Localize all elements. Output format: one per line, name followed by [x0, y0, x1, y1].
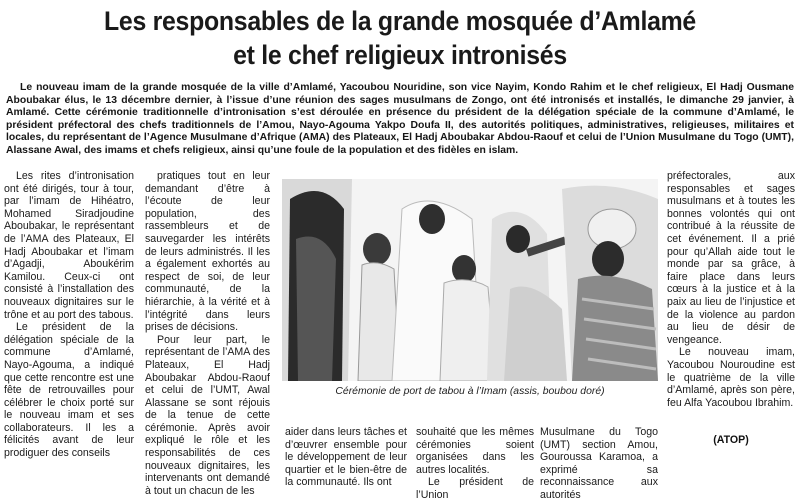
- column-3: [285, 426, 407, 489]
- lead-text: Le nouveau imam de la grande mosquée de la ville d’Amlamé, Yacoubou Nouridine, son vice Nayim, Kondo Rahim et le chef religieux, El Hadj Ousmane Aboubakar élus, le 13 décembre dernier, à l’issue d’une réunion des sages musulmans de Zongo, ont été intronisés et installés, le dimanche 29 janvier, à Amlamé. Cette cérémonie traditionnelle d’intronisation s’est déroulée en présence du président de la délégation spéciale de la commune d’Amlamé, le président préfectoral des chefs traditionnels de l’Amou, Nayo-Agouma Yakpo Doufa II, des autorités politiques, administratives, religieuses, militaires et locales, du représentant de l’Agence Musulmane d’Afrique (AMA) des Plateaux, El Hadj Aboubakar Abdou-Raouf et celui de l’Union Musulmane du Togo (UMT), Alassane Awal, des imams et chefs religieux, ainsi qu’une foule de la population et des fidèles en islam.: [6, 82, 794, 156]
- photo-caption: Cérémonie de port de tabou à l’Imam (assis, boubou doré): [335, 386, 605, 397]
- column-1: [4, 170, 134, 460]
- column-4: [416, 426, 534, 502]
- column-6-paragraph-1: préfectorales, aux responsables et sages musulmans et à toutes les bonnes volontés qui ont contribué à la réussite de cet événement. Il a prié pour qu’Allah aide tout le monde par sa grâce, à faire place dans leurs cœurs à la justice et à la paix au lieu de l’injustice et de la violence au pardon au lieu de désir de vengeance.: [667, 170, 795, 346]
- column-1-paragraph-2: Le président de la délégation spéciale de la commune d’Amlamé, Nayo-Agouma, a indiqué que cette rencontre est une fête de retrouvailles pour célébrer le choix porté sur le nouveau imam et ses collaborateurs. Il les a félicités avant de leur prodiguer des conseils: [4, 321, 134, 460]
- column-6: [667, 170, 795, 409]
- headline-line-2: et le chef religieux intronisés: [233, 40, 567, 70]
- column-5-paragraph: Musulmane du Togo (UMT) section Amou, Gouroussa Karamoa, a exprimé sa reconnaissance aux autorités: [540, 426, 658, 501]
- article-credit: (ATOP): [713, 434, 749, 446]
- column-2-paragraph-2: Pour leur part, le représentant de l’AMA des Plateaux, El Hadj Aboubakar Abdou-Raouf et celui de l’UMT, Awal Alassane se sont réjouis de la tenue de cette cérémonie. Après avoir expliqué le rôle et les responsabilités de ces nouveaux dignitaires, les intervenants ont demandé à tout un chacun de les: [145, 333, 270, 497]
- column-5: [540, 426, 658, 502]
- lead-paragraph: [6, 82, 794, 158]
- ceremony-photo: [282, 179, 658, 381]
- column-3-paragraph: aider dans leurs tâches et d’œuvrer ensemble pour le développement de leur quartier et le bien-être de la communauté. Ils ont: [285, 426, 407, 489]
- column-2: [145, 170, 270, 497]
- column-1-paragraph-1: Les rites d’intronisation ont été dirigés, tour à tour, par l’imam de Hihéatro, Mohamed Siradjoudine Aboubakar, le représentant de l’AMA des Plateaux, El Hadj Aboubakar et l’imam d’Agadji, Aboukérim Kamilou. Ceux-ci ont consisté à l’installation des nouveaux dignitaires sur le trône et au port des tabous.: [4, 170, 134, 321]
- column-4-paragraph-2: Le président de l’Union: [416, 476, 534, 501]
- headline: [32, 4, 768, 72]
- column-4-paragraph-1: souhaité que les mêmes cérémonies soient organisées dans les autres localités.: [416, 426, 534, 476]
- ceremony-photo-illustration: [282, 179, 658, 381]
- headline-line-1: Les responsables de la grande mosquée d’Amlamé: [104, 6, 696, 36]
- column-2-paragraph-1: pratiques tout en leur demandant d’être à l’écoute de leur population, des rassembleurs et de sauvegarder les intérêts de leurs administrés. Il les a également exhortés au respect de soi, de leur communauté, de la hiérarchie, à la vérité et à l’intégrité dans leurs prises de décisions.: [145, 170, 270, 334]
- column-6-paragraph-2: Le nouveau imam, Yacoubou Nouroudine est le quatrième de la ville d’Amlamé, après son père, feu Alfa Yacoubou Ibrahim.: [667, 346, 795, 409]
